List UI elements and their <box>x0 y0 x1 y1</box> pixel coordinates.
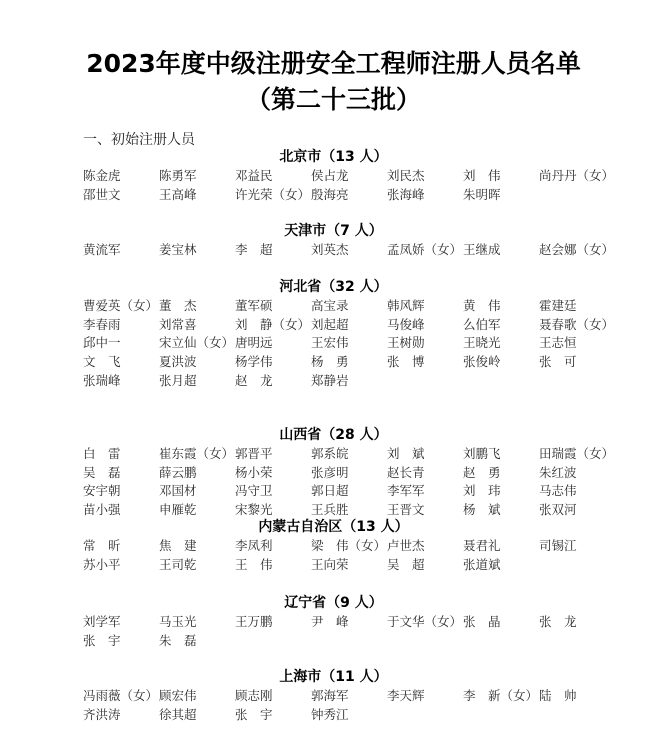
registrant-name: 刘鹏飞 <box>463 446 501 461</box>
registrant-name: 司锡江 <box>539 538 577 553</box>
registrant-name: 李 新（女） <box>463 688 539 703</box>
registrant-name: 刘常喜 <box>159 316 197 332</box>
registrant-name: 陈金虎 <box>83 168 121 183</box>
province-heading: 内蒙古自治区（13 人） <box>258 519 409 535</box>
registrant-name: 刘学军 <box>83 614 121 629</box>
province-group <box>0 147 667 204</box>
province-group <box>0 667 667 724</box>
registrant-name: 徐其超 <box>159 706 197 722</box>
registrant-name: 朱明晖 <box>463 186 501 202</box>
registrant-name: 赵 勇 <box>463 464 501 480</box>
registrant-name: 吴 磊 <box>83 464 121 480</box>
name-grid <box>83 297 643 390</box>
registrant-name: 李军军 <box>387 483 425 499</box>
name-grid <box>83 167 643 204</box>
document-subtitle: （第二十三批） <box>245 85 421 114</box>
province-heading: 辽宁省（9 人） <box>284 595 383 611</box>
registrant-name: 钟秀江 <box>311 706 349 722</box>
registrant-name: 郭晋平 <box>235 446 273 461</box>
registrant-name: 刘起超 <box>311 316 349 332</box>
registrant-name: 王兵胜 <box>311 502 349 518</box>
registrant-name: 张 宇 <box>83 632 121 648</box>
registrant-name: 韩风辉 <box>387 298 425 313</box>
province-heading: 河北省（32 人） <box>279 279 388 295</box>
registrant-name: 孟凤娇（女） <box>387 242 463 257</box>
registrant-name: 朱 磊 <box>159 632 197 648</box>
registrant-name: 邵世文 <box>83 186 121 202</box>
registrant-name: 顾志刚 <box>235 688 273 703</box>
registrant-name: 郭系皖 <box>311 446 349 461</box>
registrant-name: 李 超 <box>235 242 273 257</box>
province-heading: 上海市（11 人） <box>279 669 388 685</box>
registrant-name: 王司乾 <box>159 556 197 572</box>
name-grid <box>83 537 643 574</box>
registrant-name: 张道斌 <box>463 556 501 572</box>
registrant-name: 王继成 <box>463 242 501 257</box>
registrant-name: 马志伟 <box>539 483 577 499</box>
registrant-name: 董 杰 <box>159 298 197 313</box>
province-heading: 北京市（13 人） <box>279 149 388 165</box>
registrant-name: 刘英杰 <box>311 242 349 257</box>
registrant-name: 张俊岭 <box>463 354 501 370</box>
registrant-name: 田瑞霞（女） <box>539 446 615 461</box>
registrant-name: 刘 伟 <box>463 168 501 183</box>
registrant-name: 霍建廷 <box>539 298 577 313</box>
registrant-name: 申雁乾 <box>159 502 197 518</box>
registrant-name: 刘 斌 <box>387 446 425 461</box>
registrant-name: 梁 伟（女） <box>311 538 387 553</box>
registrant-name: 赵 龙 <box>235 372 273 388</box>
registrant-name: 郑静岩 <box>311 372 349 388</box>
registrant-name: 尚丹丹（女） <box>539 168 615 183</box>
province-group <box>0 277 667 390</box>
registrant-name: 苗小强 <box>83 502 121 518</box>
registrant-name: 安宇朝 <box>83 483 121 499</box>
registrant-name: 卢世杰 <box>387 538 425 553</box>
registrant-name: 么伯军 <box>463 316 501 332</box>
registrant-name: 张 宇 <box>235 706 273 722</box>
registrant-name: 黄 伟 <box>463 298 501 313</box>
province-group <box>0 517 667 574</box>
registrant-name: 唐明远 <box>235 335 273 351</box>
registrant-name: 常 昕 <box>83 538 121 553</box>
registrant-name: 王晋文 <box>387 502 425 518</box>
name-grid <box>83 241 643 260</box>
registrant-name: 张 龙 <box>539 614 577 629</box>
registrant-name: 宋立仙（女） <box>159 335 235 351</box>
document-title: 2023年度中级注册安全工程师注册人员名单 <box>86 49 581 78</box>
registrant-name: 张海峰 <box>387 186 425 202</box>
registrant-name: 王志恒 <box>539 335 577 351</box>
name-grid <box>83 613 643 650</box>
registrant-name: 董军硕 <box>235 298 273 313</box>
registrant-name: 许光荣（女） <box>235 186 311 202</box>
registrant-name: 崔东霞（女） <box>159 446 235 461</box>
province-group <box>0 425 667 520</box>
registrant-name: 宋黎光 <box>235 502 273 518</box>
registrant-name: 陈勇军 <box>159 168 197 183</box>
registrant-name: 马玉光 <box>159 614 197 629</box>
registrant-name: 王晓光 <box>463 335 501 351</box>
registrant-name: 刘民杰 <box>387 168 425 183</box>
registrant-name: 王向荣 <box>311 556 349 572</box>
registrant-name: 聂君礼 <box>463 538 501 553</box>
registrant-name: 王高峰 <box>159 186 197 202</box>
registrant-name: 邓益民 <box>235 168 273 183</box>
registrant-name: 张 晶 <box>463 614 501 629</box>
province-heading: 天津市（7 人） <box>284 223 383 239</box>
registrant-name: 张 可 <box>539 354 577 370</box>
registrant-name: 张彦明 <box>311 464 349 480</box>
registrant-name: 文 飞 <box>83 354 121 370</box>
registrant-name: 于文华（女） <box>387 614 463 629</box>
registrant-name: 马俊峰 <box>387 316 425 332</box>
registrant-name: 刘 静（女） <box>235 316 311 332</box>
registrant-name: 姜宝林 <box>159 242 197 257</box>
province-heading: 山西省（28 人） <box>279 427 388 443</box>
name-grid <box>83 445 643 520</box>
registrant-name: 王树勋 <box>387 335 425 351</box>
registrant-name: 薛云鹏 <box>159 464 197 480</box>
registrant-name: 尹 峰 <box>311 614 349 629</box>
registrant-name: 陆 帅 <box>539 688 577 703</box>
registrant-name: 张 博 <box>387 354 425 370</box>
registrant-name: 张月超 <box>159 372 197 388</box>
registrant-name: 郭日超 <box>311 483 349 499</box>
registrant-name: 李春雨 <box>83 316 121 332</box>
registrant-name: 苏小平 <box>83 556 121 572</box>
registrant-name: 郭海军 <box>311 688 349 703</box>
registrant-name: 齐洪涛 <box>83 706 121 722</box>
registrant-name: 张瑞峰 <box>83 372 121 388</box>
registrant-name: 朱红波 <box>539 464 577 480</box>
registrant-name: 冯守卫 <box>235 483 273 499</box>
name-grid <box>83 687 643 724</box>
registrant-name: 邱中一 <box>83 335 121 351</box>
registrant-name: 王万鹏 <box>235 614 273 629</box>
registrant-name: 聂春歌（女） <box>539 316 615 332</box>
registrant-name: 邓国材 <box>159 483 197 499</box>
section-heading: 一、初始注册人员 <box>83 132 195 148</box>
province-group <box>0 593 667 650</box>
registrant-name: 赵会娜（女） <box>539 242 615 257</box>
registrant-name: 焦 建 <box>159 538 197 553</box>
registrant-name: 李天辉 <box>387 688 425 703</box>
registrant-name: 李凤利 <box>235 538 273 553</box>
registrant-name: 白 雷 <box>83 446 121 461</box>
registrant-name: 黄流军 <box>83 242 121 257</box>
registrant-name: 杨 勇 <box>311 354 349 370</box>
registrant-name: 顾宏伟 <box>159 688 197 703</box>
registrant-name: 刘 玮 <box>463 483 501 499</box>
registrant-name: 杨学伟 <box>235 354 273 370</box>
registrant-name: 杨小荣 <box>235 464 273 480</box>
registrant-name: 王宏伟 <box>311 335 349 351</box>
registrant-name: 殷海亮 <box>311 186 349 202</box>
registrant-name: 曹爱英（女） <box>83 298 159 313</box>
province-group <box>0 221 667 260</box>
registrant-name: 吴 超 <box>387 556 425 572</box>
registrant-name: 赵长青 <box>387 464 425 480</box>
registrant-name: 张双河 <box>539 502 577 518</box>
registrant-name: 高宝录 <box>311 298 349 313</box>
registrant-name: 王 伟 <box>235 556 273 572</box>
registrant-name: 冯雨薇（女） <box>83 688 159 703</box>
registrant-name: 侯占龙 <box>311 168 349 183</box>
registrant-name: 杨 斌 <box>463 502 501 518</box>
registrant-name: 夏洪波 <box>159 354 197 370</box>
